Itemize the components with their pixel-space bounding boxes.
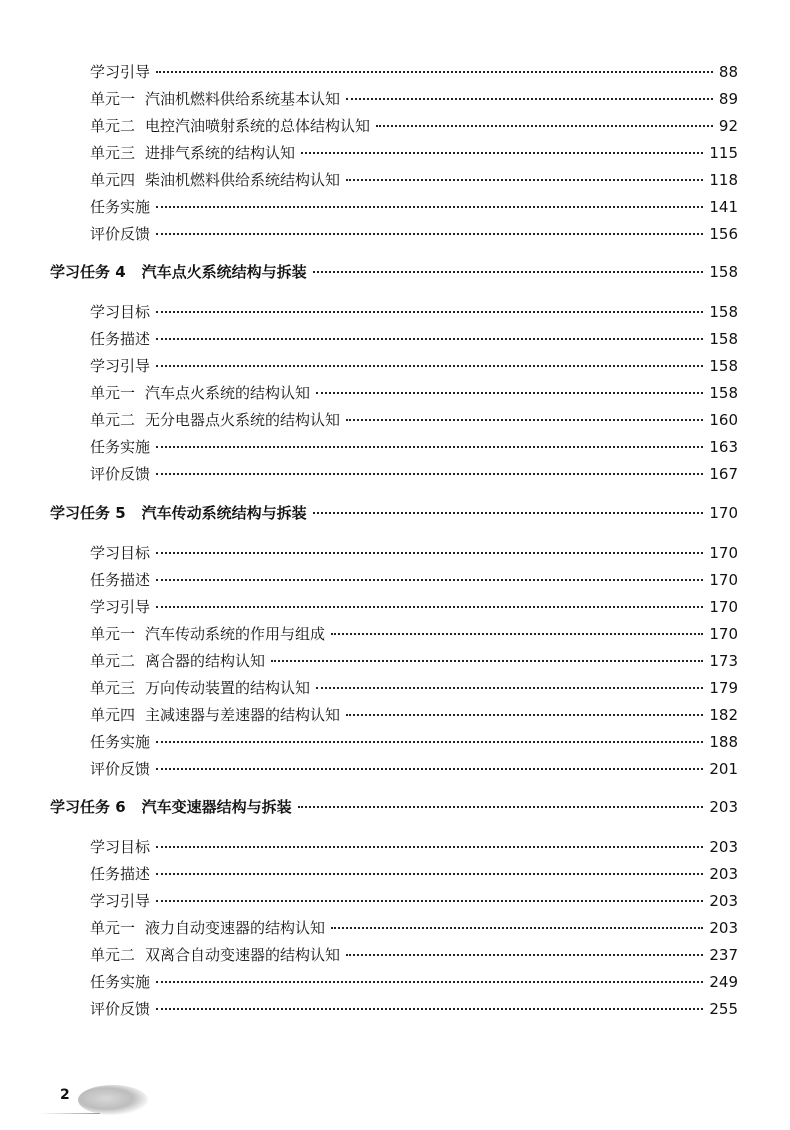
dot-leader xyxy=(346,418,703,421)
footer-decoration-blob xyxy=(78,1085,148,1115)
toc-entry-prefix: 单元二 xyxy=(90,652,136,670)
toc-entry xyxy=(90,329,738,349)
toc-entry xyxy=(90,945,738,965)
dot-leader xyxy=(156,605,703,608)
toc-entry-title: 液力自动变速器的结构认知 xyxy=(145,919,326,937)
dot-leader xyxy=(156,551,703,554)
dot-leader xyxy=(331,926,703,929)
toc-entry-prefix: 单元一 xyxy=(90,90,136,108)
dot-leader xyxy=(156,872,703,875)
toc-entry-title: 离合器的结构认知 xyxy=(145,652,266,670)
toc-page-number: 160 xyxy=(709,411,738,429)
toc-entry-prefix: 单元二 xyxy=(90,946,136,964)
dot-leader xyxy=(331,632,703,635)
toc-page-number: 173 xyxy=(709,652,738,670)
toc-entry xyxy=(90,170,738,190)
dot-leader xyxy=(316,391,703,394)
dot-leader xyxy=(301,151,703,154)
toc-entry-title: 汽车传动系统结构与拆装 xyxy=(141,504,307,522)
toc-entry-prefix: 单元一 xyxy=(90,384,136,402)
dot-leader xyxy=(313,270,704,273)
toc-entry-title: 双离合自动变速器的结构认知 xyxy=(145,946,341,964)
toc-page-number: 170 xyxy=(709,571,738,589)
toc-page-number: 92 xyxy=(718,117,738,135)
dot-leader xyxy=(376,124,713,127)
toc-page-number: 188 xyxy=(709,733,738,751)
toc-entry-prefix: 学习任务 6 xyxy=(50,798,126,816)
dot-leader xyxy=(346,178,703,181)
toc-entry-prefix: 单元一 xyxy=(90,625,136,643)
toc-entry-title: 主减速器与差速器的结构认知 xyxy=(145,706,341,724)
dot-leader xyxy=(156,310,703,313)
dot-leader xyxy=(298,805,704,808)
toc-entry-prefix: 学习引导 xyxy=(90,63,151,81)
toc-entry-title: 无分电器点火系统的结构认知 xyxy=(145,411,341,429)
toc-page-number: 158 xyxy=(709,330,738,348)
dot-leader xyxy=(156,205,703,208)
toc-entry xyxy=(90,383,738,403)
toc-page-number: 237 xyxy=(709,946,738,964)
toc-page-number: 203 xyxy=(709,892,738,910)
toc-entry-prefix: 学习目标 xyxy=(90,544,151,562)
toc-entry-prefix: 学习引导 xyxy=(90,357,151,375)
toc-entry-title: 电控汽油喷射系统的总体结构认知 xyxy=(145,117,371,135)
toc-page-number: 89 xyxy=(718,90,738,108)
toc-entry xyxy=(90,891,738,911)
toc-entry xyxy=(90,678,738,698)
toc-page-number: 203 xyxy=(709,919,738,937)
toc-entry xyxy=(90,597,738,617)
toc-entry-prefix: 学习任务 5 xyxy=(50,504,126,522)
toc-page-number: 115 xyxy=(709,144,738,162)
dot-leader xyxy=(156,767,703,770)
toc-page-number: 203 xyxy=(709,838,738,856)
toc-entry-prefix: 任务描述 xyxy=(90,571,151,589)
dot-leader xyxy=(346,97,713,100)
toc-entry xyxy=(90,837,738,857)
dot-leader xyxy=(156,578,703,581)
toc-entry-prefix: 单元三 xyxy=(90,679,136,697)
toc-entry xyxy=(90,570,738,590)
dot-leader xyxy=(271,659,703,662)
toc-entry xyxy=(90,972,738,992)
toc-entry xyxy=(90,89,738,109)
toc-entry-prefix: 单元二 xyxy=(90,117,136,135)
toc-page-number: 163 xyxy=(709,438,738,456)
toc-entry xyxy=(90,143,738,163)
toc-page-number: 203 xyxy=(709,798,738,816)
toc-entry-title: 进排气系统的结构认知 xyxy=(145,144,296,162)
dot-leader xyxy=(346,953,703,956)
toc-entry xyxy=(90,999,738,1019)
dot-leader xyxy=(156,70,713,73)
toc-entry-prefix: 任务描述 xyxy=(90,865,151,883)
toc-entry-prefix: 学习目标 xyxy=(90,838,151,856)
toc-entry-title: 汽车传动系统的作用与组成 xyxy=(145,625,326,643)
toc-entry-prefix: 评价反馈 xyxy=(90,225,151,243)
toc-entry-title: 汽车变速器结构与拆装 xyxy=(141,798,292,816)
toc-entry-prefix: 任务实施 xyxy=(90,733,151,751)
dot-leader xyxy=(156,472,703,475)
dot-leader xyxy=(316,686,703,689)
toc-task-heading xyxy=(50,262,738,282)
toc-page-number: 158 xyxy=(709,263,738,281)
dot-leader xyxy=(156,445,703,448)
dot-leader xyxy=(156,740,703,743)
toc-entry xyxy=(90,464,738,484)
toc-entry-prefix: 评价反馈 xyxy=(90,1000,151,1018)
dot-leader xyxy=(346,713,703,716)
toc-page-number: 118 xyxy=(709,171,738,189)
dot-leader xyxy=(156,232,703,235)
page-number: 2 xyxy=(60,1087,70,1103)
toc-entry xyxy=(90,624,738,644)
dot-leader xyxy=(156,845,703,848)
toc-page-number: 170 xyxy=(709,625,738,643)
toc-page-number: 203 xyxy=(709,865,738,883)
toc-page-number: 158 xyxy=(709,357,738,375)
toc-entry-title: 汽油机燃料供给系统基本认知 xyxy=(145,90,341,108)
toc-page-number: 158 xyxy=(709,303,738,321)
toc-entry-prefix: 学习目标 xyxy=(90,303,151,321)
toc-entry-title: 汽车点火系统的结构认知 xyxy=(145,384,311,402)
toc-entry xyxy=(90,197,738,217)
toc-entry xyxy=(90,437,738,457)
dot-leader xyxy=(156,337,703,340)
toc-page-number: 179 xyxy=(709,679,738,697)
page-footer xyxy=(40,1083,130,1123)
dot-leader xyxy=(156,1007,703,1010)
toc-entry-title: 汽车点火系统结构与拆装 xyxy=(141,263,307,281)
toc-task-heading xyxy=(50,797,738,817)
toc-entry-prefix: 单元一 xyxy=(90,919,136,937)
toc-entry xyxy=(90,116,738,136)
toc-entry xyxy=(90,651,738,671)
toc-entry-prefix: 学习引导 xyxy=(90,598,151,616)
toc-page-number: 158 xyxy=(709,384,738,402)
toc-entry-title: 柴油机燃料供给系统结构认知 xyxy=(145,171,341,189)
toc-entry-prefix: 学习任务 4 xyxy=(50,263,126,281)
toc-entry-prefix: 评价反馈 xyxy=(90,465,151,483)
toc-entry-prefix: 任务实施 xyxy=(90,198,151,216)
toc-entry-prefix: 任务实施 xyxy=(90,438,151,456)
dot-leader xyxy=(156,980,703,983)
toc-entry xyxy=(90,759,738,779)
toc-entry xyxy=(90,302,738,322)
toc-task-heading xyxy=(50,503,738,523)
toc-page-number: 170 xyxy=(709,598,738,616)
toc-entry xyxy=(90,543,738,563)
dot-leader xyxy=(156,364,703,367)
toc-page-number: 201 xyxy=(709,760,738,778)
toc-page-number: 170 xyxy=(709,504,738,522)
toc-entry-prefix: 单元四 xyxy=(90,706,136,724)
toc-entry xyxy=(90,864,738,884)
toc-entry-prefix: 学习引导 xyxy=(90,892,151,910)
toc-page-number: 255 xyxy=(709,1000,738,1018)
toc-page-number: 156 xyxy=(709,225,738,243)
toc-entry-title: 万向传动装置的结构认知 xyxy=(145,679,311,697)
toc-entry-prefix: 单元三 xyxy=(90,144,136,162)
toc-entry xyxy=(90,356,738,376)
toc-entry-prefix: 任务实施 xyxy=(90,973,151,991)
toc-entry-prefix: 单元四 xyxy=(90,171,136,189)
toc-page-number: 167 xyxy=(709,465,738,483)
toc-entry xyxy=(90,224,738,244)
toc-entry xyxy=(90,732,738,752)
toc-entry xyxy=(90,62,738,82)
footer-decoration-line xyxy=(40,1113,100,1114)
toc-entry-prefix: 评价反馈 xyxy=(90,760,151,778)
toc-page-number: 249 xyxy=(709,973,738,991)
toc-page-number: 88 xyxy=(718,63,738,81)
toc-page-number: 170 xyxy=(709,544,738,562)
dot-leader xyxy=(313,511,704,514)
toc-entry xyxy=(90,918,738,938)
toc-page-number: 182 xyxy=(709,706,738,724)
dot-leader xyxy=(156,899,703,902)
toc-entry-prefix: 任务描述 xyxy=(90,330,151,348)
toc-entry xyxy=(90,705,738,725)
toc-page-number: 141 xyxy=(709,198,738,216)
toc-entry-prefix: 单元二 xyxy=(90,411,136,429)
toc-entry xyxy=(90,410,738,430)
